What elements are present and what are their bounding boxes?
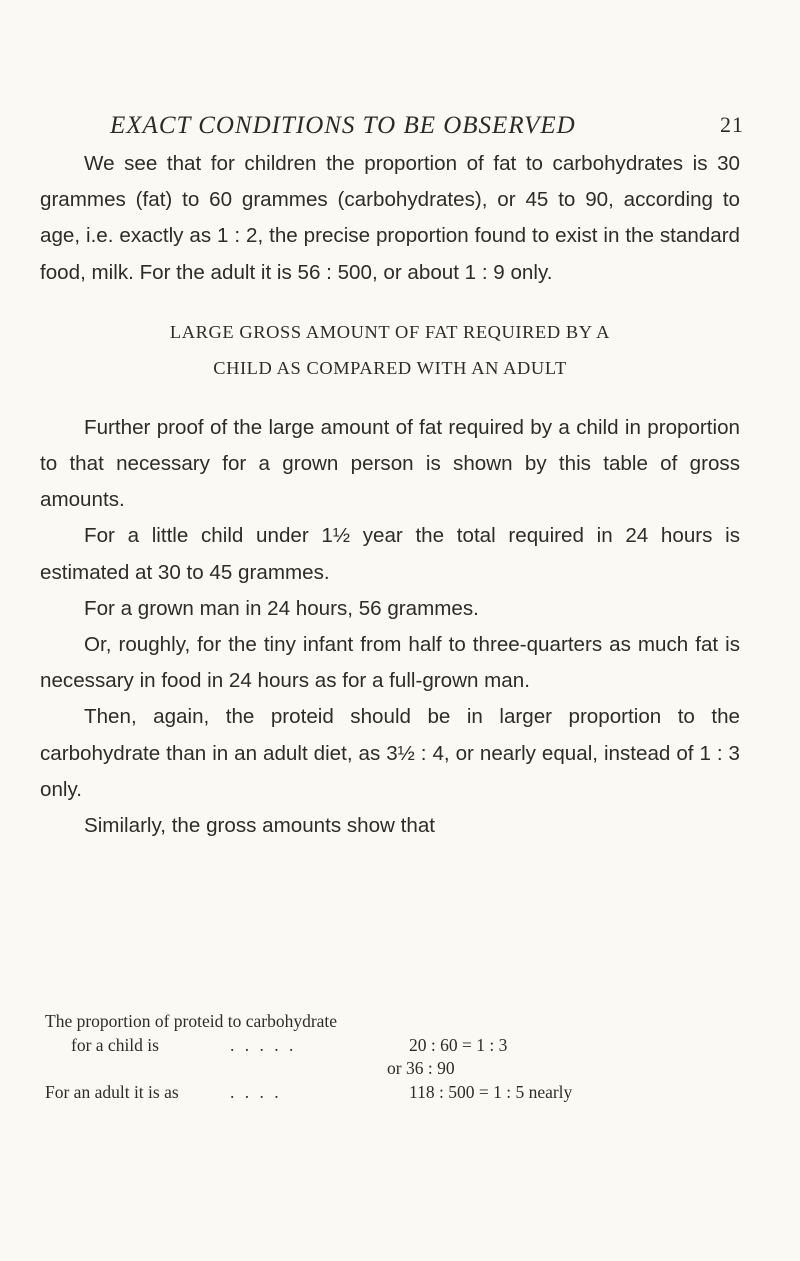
section-heading <box>40 314 740 386</box>
paragraph-little-child: For a little child under 1½ year the total required in 24 hours is estimated at 30 to 45 grammes. <box>40 524 740 584</box>
table-row <box>45 1057 745 1081</box>
table-adult-label: For an adult it is as <box>45 1081 179 1102</box>
section-heading-line-1: LARGE GROSS AMOUNT OF FAT REQUIRED BY A <box>169 321 611 342</box>
paragraph-grown-man: For a grown man in 24 hours, 56 grammes. <box>84 596 479 620</box>
table-adult-value: 118 : 500 = 1 : 5 nearly <box>409 1081 573 1102</box>
table-child-leader: . . . . . <box>230 1034 297 1055</box>
running-title: EXACT CONDITIONS TO BE OBSERVED <box>110 112 576 139</box>
paragraph-similarly: Similarly, the gross amounts show that <box>84 814 435 838</box>
body-text <box>40 146 740 844</box>
table-header-line: The proportion of proteid to carbohydrate <box>45 1011 338 1031</box>
table-row <box>45 1034 745 1058</box>
table-row <box>45 1081 745 1105</box>
section-heading-line-2: CHILD AS COMPARED WITH AN ADULT <box>213 357 567 378</box>
table-child-value: 20 : 60 = 1 : 3 <box>409 1034 508 1055</box>
table-adult-leader: . . . . <box>230 1081 282 1102</box>
page-number: 21 <box>720 112 744 137</box>
paragraph-further-proof: Further proof of the large amount of fat required by a child in proportion to that necessary for a grown person is shown by this table of gross amounts. <box>40 415 740 512</box>
table-child-label: for a child is <box>71 1034 159 1055</box>
table-row <box>45 1010 745 1034</box>
paragraph-tiny-infant: Or, roughly, for the tiny infant from half to three-quarters as much fat is necessary in food in 24 hours as for a full-grown man. <box>40 633 740 693</box>
proportion-table <box>45 1010 745 1104</box>
paragraph-proteid: Then, again, the proteid should be in larger proportion to the carbohydrate than in an adult diet, as 3½ : 4, or nearly equal, instead of 1 : 3 only. <box>40 705 740 801</box>
paragraph-fat-proportion: We see that for children the proportion of fat to carbohydrates is 30 grammes (fat) to 60 grammes (carbohydrates), or 45 to 90, according to age, i.e. exactly as 1 : 2, the precise proportion found to exist in the standard food, milk. For the adult it is 56 : 500, or about 1 : 9 only. <box>40 152 740 284</box>
running-head <box>84 112 744 148</box>
table-alt-value: or 36 : 90 <box>387 1058 455 1078</box>
